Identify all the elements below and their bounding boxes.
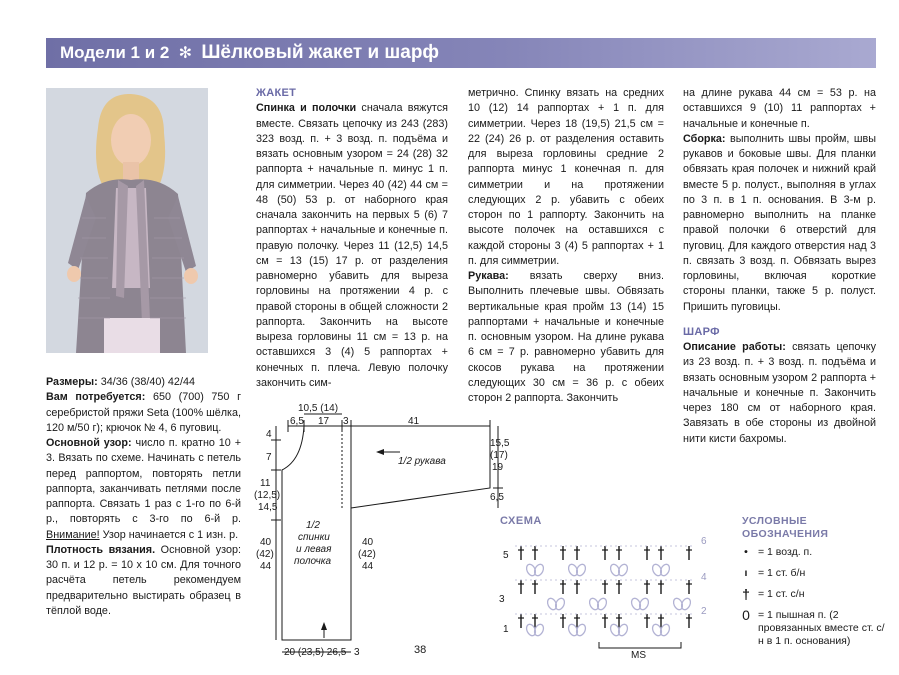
- row-label-1: 1: [503, 624, 509, 635]
- row-label-6: 6: [701, 536, 707, 547]
- legend-text: = 1 ст. с/н: [758, 588, 805, 600]
- sizes-value: 34/36 (38/40) 42/44: [100, 376, 195, 388]
- dim-left-44: 44: [260, 561, 272, 572]
- scarf-paragraph: [683, 340, 876, 447]
- pattern-diagram: [250, 400, 520, 665]
- pattern-paragraph: [46, 436, 241, 543]
- legend-title-line-1: УСЛОВНЫЕ: [742, 515, 808, 527]
- sleeves-continued: на длине рукава 44 см = 53 р. на оставшихся 9 (10) 11 раппортах + начальные и конечные п.: [683, 87, 876, 130]
- schema-title: СХЕМА: [500, 515, 542, 527]
- dim-bottom-3: 3: [354, 647, 360, 658]
- legend-item: [738, 588, 888, 601]
- legend-item: [738, 567, 888, 580]
- single-crochet-icon: ı: [744, 567, 748, 579]
- chain-stitch-icon: •: [744, 546, 748, 558]
- stitch-chart: [495, 530, 720, 660]
- legend-item: [738, 609, 888, 648]
- dim-left-4: 4: [266, 429, 272, 440]
- attention-label: Внимание!: [46, 528, 100, 541]
- dim-right-19: 19: [492, 462, 504, 473]
- dim-left-7: 7: [266, 452, 272, 463]
- dim-left-11b: (12,5): [254, 490, 281, 501]
- dim-inner-44: 44: [362, 561, 374, 572]
- page-number: 38: [414, 644, 427, 656]
- sizes-label: Размеры:: [46, 376, 98, 388]
- model-photo-illustration: [46, 88, 208, 353]
- row-label-5: 5: [503, 550, 509, 561]
- spacer: [683, 315, 876, 325]
- scarf-text: связать цепочку из 23 возд. п. + 3 возд. п. подъёма и вязать основным узором 2 раппорта + начальные и конечные п. Закончить через 180 см от наборного края. Завязать в обе стороны из двойной нити кисти бахромы.: [683, 341, 877, 445]
- legend-title-line-2: ОБОЗНАЧЕНИЯ: [742, 528, 829, 540]
- pattern-text: число п. кратно 10 + 3. Вязать по схеме. Начинать с петель перед раппортом, повторять петли раппорта, заканчивать петлями после раппорта. Связать 1 раз с 1-го по 6-й р., повторять с 3-го по 6-й р.: [46, 437, 241, 526]
- materials-label: Вам потребуется:: [46, 391, 146, 404]
- text-column-2: [468, 86, 664, 406]
- back-text: сначала вяжутся вместе. Связать цепочку из 243 (283) 323 возд. п. + 3 возд. п. подъёма и вязать основным узором = 24 (28) 32 раппорта + начальные п. минус 1 п. для симметрии. Через 40 (42) 44 см = 48 (50) 53 р. от наборного края сначала закончить на первых 5 (6) 7 раппортах + начальные и конечные п. правую полочку. Через 11 (12,5) 14,5 см = 13 (15) 17 р. от разделения равномерно убавить для выреза горловины на протяжении 4 р. с правой стороны в общей сложности 2 раппорта. Закончить на высоте выреза горловины 11 см = 13 р. на оставшихся 3 (4) 5 раппортах + конечных п. плеча. Левую полочку закончить сим-: [256, 102, 448, 389]
- materials-paragraph: [46, 390, 241, 436]
- dim-right-65: 6,5: [490, 492, 504, 503]
- dim-left-11: 11: [260, 478, 271, 489]
- left-column: [46, 375, 241, 619]
- pattern-text-2: Узор начинается с 1 изн. р.: [102, 528, 239, 541]
- row-label-3: 3: [499, 594, 505, 605]
- model-photo: [46, 88, 208, 353]
- dim-right-155: 15,5: [490, 438, 510, 449]
- row-label-4: 4: [701, 572, 707, 583]
- density-text: Основной узор: 30 п. и 12 р. = 10 х 10 см. Для точного расчёта петель рекомендуем предварительно выстирать образец в тёплой воде.: [46, 543, 241, 617]
- dim-left-40: 40: [260, 537, 272, 548]
- dim-top-a: 6,5: [290, 416, 304, 427]
- legend-item: [738, 546, 888, 559]
- dim-top-b: 17: [318, 416, 330, 427]
- puff-stitch-icon: 0: [742, 607, 750, 623]
- dim-inner-40: 40: [362, 537, 374, 548]
- legend-text: = 1 ст. б/н: [758, 567, 806, 579]
- text-column-3: [683, 86, 876, 447]
- legend-title: [742, 515, 828, 541]
- double-crochet-icon: †: [742, 586, 750, 602]
- assembly-label: Сборка:: [683, 132, 726, 145]
- dim-top-total: 10,5 (14): [298, 403, 339, 414]
- back-paragraph: [256, 101, 448, 391]
- body-label-3: и левая: [296, 544, 332, 555]
- jacket-section-heading: ЖАКЕТ: [256, 87, 297, 99]
- assembly-paragraph: [683, 132, 876, 315]
- legend-list: [738, 546, 888, 648]
- models-label: Модели 1 и 2: [60, 43, 170, 62]
- scarf-section-heading: ШАРФ: [683, 325, 720, 338]
- density-label: Плотность вязания.: [46, 543, 156, 556]
- row-label-2: 2: [701, 606, 707, 617]
- sleeves-label: Рукава:: [468, 270, 509, 282]
- dim-right-17: (17): [490, 450, 508, 461]
- legend-text: = 1 возд. п.: [758, 546, 813, 558]
- assembly-text: выполнить швы пройм, швы рукавов и боковые швы. Для планки обвязать края полочек и нижний край вместе 5 р. полуст., выполняя в углах по 3 п. в 1 п. основания. В 3-м р. равномерно выполнить на планке правой полочки 6 отверстий для пуговиц. Для каждого отверстия над 3 п. связать 3 возд. п. Обвязать вырез горловины, включая короткие стороны планки, также 5 р. полуст. Пришить пуговицы.: [683, 132, 876, 313]
- dim-top-c: 3: [343, 416, 349, 427]
- scarf-label: Описание работы:: [683, 341, 786, 353]
- sleeves-paragraph: [468, 269, 664, 406]
- dim-left-145: 14,5: [258, 502, 278, 513]
- dim-sleeve-length: 41: [408, 416, 420, 427]
- dim-bottom: 20 (23,5) 26,5: [284, 647, 347, 658]
- back-label: Спинка и полочки: [256, 102, 357, 115]
- body-label-4: полочка: [294, 556, 332, 567]
- pattern-label: Основной узор:: [46, 437, 132, 449]
- sizes-paragraph: [46, 375, 241, 390]
- dim-inner-42: (42): [358, 549, 376, 560]
- density-paragraph: [46, 543, 241, 619]
- ms-label: MS: [631, 650, 646, 660]
- sleeves-text: вязать сверху вниз. Выполнить плечевые швы. Обвязать вертикальные края пройм 13 (14) 15 раппортами + начальные и конечные п. основным узором. На длине рукава 6 см = 7 р. равномерно убавить для скосов рукава на протяжении следующих 30 см = 36 р. с обеих сторон 2 раппорта. Закончить: [468, 270, 664, 404]
- back-continued: метрично. Спинку вязать на средних 10 (12) 14 раппортах + 1 п. для симметрии. Через 18 (19,5) 21,5 см = 22 (24) 26 р. от разделения оставить для выреза горловины средние 2 раппорта минус 1 конечная п. для симметрии и на протяжении следующих 2 р. убавить с обеих сторон по 1 раппорту. Закончить на высоте полочек на оставшихся с каждой стороны 3 (4) 5 раппортах + 1 п. для симметрии.: [468, 87, 664, 267]
- body-label-2: спинки: [298, 532, 330, 543]
- body-label-1: 1/2: [306, 520, 320, 531]
- legend-text: = 1 пышная п. (2 провязанных вместе ст. с/н в 1 п. основания): [758, 609, 885, 647]
- materials-text: 650 (700) 750 г серебристой пряжи Seta (100% шёлка, 120 м/50 г); крючок № 4, 6 пуговиц.: [46, 391, 242, 434]
- text-column-1: [256, 86, 448, 391]
- sleeve-label: 1/2 рукава: [398, 456, 446, 467]
- page-title: [60, 40, 700, 66]
- title-text: Шёлковый жакет и шарф: [201, 42, 440, 63]
- star-icon: ✻: [178, 45, 193, 62]
- dim-left-42: (42): [256, 549, 274, 560]
